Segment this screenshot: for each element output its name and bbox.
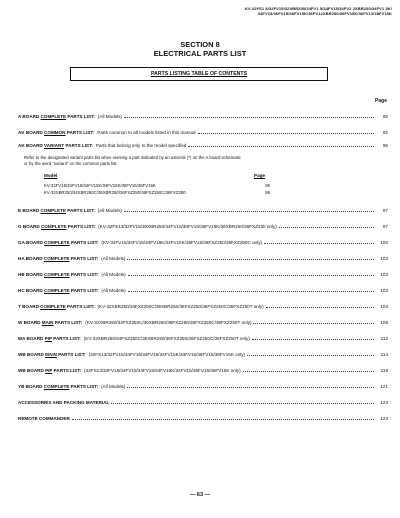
entry-page: 104 bbox=[380, 304, 388, 309]
entry-page: 103 bbox=[380, 256, 388, 261]
entry-description: (All Models) bbox=[97, 114, 123, 119]
section-title: ELECTRICAL PARTS LIST bbox=[153, 49, 247, 58]
entry-description: (KV-34FV15/34FV15/34FV15K/34FV15K/36FV15/36FXZ250/36FXZ250C only) bbox=[101, 240, 263, 245]
entry-page: 97 bbox=[382, 224, 388, 229]
dot-leader bbox=[111, 403, 374, 404]
dot-leader bbox=[253, 323, 374, 324]
entry-page: 114 bbox=[380, 352, 388, 357]
entry-label: HB BOARD COMPLETE PARTS LIST: bbox=[18, 272, 99, 277]
toc-entry[interactable] bbox=[18, 239, 388, 246]
model-row: KV-32XBR250/34XBR250C/36XBR250/36FXZ250/36FXZ250C/36FXZ250 96 bbox=[44, 190, 270, 195]
entry-description: (All Models) bbox=[101, 256, 126, 261]
entry-label: YB BOARD COMPLETE PARTS LIST: bbox=[18, 384, 99, 389]
entry-label: HA BOARD COMPLETE PARTS LIST: bbox=[18, 256, 99, 261]
toc-entry[interactable] bbox=[18, 335, 388, 342]
entry-label: WA BOARD PIP PARTS LIST: bbox=[18, 336, 81, 341]
entry-label: ACCESSORIES AND PACKING MATERIAL bbox=[18, 400, 110, 405]
page-column-label: Page bbox=[375, 98, 387, 104]
entry-page: 97 bbox=[382, 208, 388, 213]
dot-leader bbox=[247, 355, 374, 356]
dot-leader bbox=[128, 275, 374, 276]
model-header bbox=[142, 6, 392, 16]
dot-leader bbox=[124, 117, 374, 118]
entry-description: (All Models) bbox=[101, 288, 126, 293]
entry-description: (KV-32XBR250/34FXZ250C/36XBR250/36FXZ250/36FXZ250C/36FXZ250T only) bbox=[97, 304, 264, 309]
entry-description: Parts that belong only to the model specified bbox=[95, 143, 187, 148]
dot-leader bbox=[243, 371, 374, 372]
model-header-line: KV-32FS1 8/32FV15/32XBR250/34FV1 5/34FV15/34FV2 2XBR250/34FV1 5K/ bbox=[244, 6, 392, 11]
entry-description: Parts common to all models listed in this manual bbox=[97, 130, 196, 135]
entry-page: 123 bbox=[380, 400, 388, 405]
entry-description: (32FS13/32FV15/34FV15/34FV15/34FV15K/34FV15/36FV15/36FV15K only) bbox=[88, 352, 246, 357]
dot-leader bbox=[128, 291, 374, 292]
toc-entry[interactable] bbox=[18, 383, 388, 390]
page-number: — 63 — bbox=[189, 492, 211, 498]
dot-leader bbox=[279, 227, 374, 228]
model-page-column-header: Page bbox=[254, 173, 265, 178]
dot-leader bbox=[127, 387, 374, 388]
toc-entry[interactable] bbox=[18, 113, 388, 120]
entry-description: (All Models) bbox=[101, 384, 126, 389]
dot-leader bbox=[264, 243, 374, 244]
dot-leader bbox=[72, 419, 374, 420]
toc-title-box: PARTS LISTING TABLE OF CONTENTS bbox=[70, 67, 328, 81]
entry-page: 103 bbox=[380, 288, 388, 293]
model-column-header: Model bbox=[44, 173, 58, 178]
entry-description: (KV-32XBR250/34FXZ250C/36XBR250/36FXZ250/36FXZ250C/36FXZ250T only) bbox=[85, 320, 252, 325]
entry-page: 92 bbox=[382, 130, 388, 135]
section-number: SECTION 8 bbox=[180, 40, 220, 49]
entry-label: AK BOARD VARIANT PARTS LIST: bbox=[18, 143, 93, 148]
entry-label: REMOTE COMMANDER bbox=[18, 416, 70, 421]
toc-entry[interactable] bbox=[18, 367, 388, 374]
model-row: KV-32FV15/34FV15/34FV15K/34FV15K/36FV15/36FV15K 95 bbox=[44, 183, 270, 188]
dot-leader bbox=[252, 339, 374, 340]
toc-entry[interactable] bbox=[18, 271, 388, 278]
toc-entry[interactable] bbox=[18, 351, 388, 358]
dot-leader bbox=[188, 146, 374, 147]
toc-entry[interactable] bbox=[18, 255, 388, 262]
variant-note: Refer to the designated variant parts list when seeking a part indicated by an asterisk (*) on the A board schematic or by the word "variant" on the common parts list. bbox=[24, 155, 241, 166]
entry-page: 100 bbox=[380, 240, 388, 245]
entry-label: A BOARD COMPLETE PARTS LIST: bbox=[18, 114, 95, 119]
toc-entry[interactable] bbox=[18, 142, 388, 149]
entry-page: 65 bbox=[382, 114, 388, 119]
toc-entry[interactable] bbox=[18, 303, 388, 310]
entry-description: (All Models) bbox=[97, 208, 123, 213]
entry-page: 106 bbox=[380, 320, 388, 325]
entry-description: (KV-32XBR250/34FXZ250C/36XBR250/36FXZ250/36FXZ250C/36FXZ250T only) bbox=[83, 336, 250, 341]
dot-leader bbox=[124, 211, 374, 212]
toc-entry[interactable] bbox=[18, 129, 388, 136]
entry-page: 95 bbox=[382, 143, 388, 148]
entry-page: 123 bbox=[380, 416, 388, 421]
toc-entry[interactable] bbox=[18, 207, 388, 214]
entry-page: 121 bbox=[380, 384, 388, 389]
dot-leader bbox=[198, 133, 374, 134]
toc-entry[interactable] bbox=[18, 319, 388, 326]
toc-entry-accessories[interactable] bbox=[18, 399, 388, 406]
entry-description: (All Models) bbox=[101, 272, 126, 277]
entry-page: 112 bbox=[380, 336, 388, 341]
model-header-line: 34FV15/36FV15/36FV15K/36FV12XBR250/36FV15K/36FV12/38FV15K bbox=[257, 11, 392, 16]
entry-description: (KV-32FS13/32FV15/36XBR250/34FV15/36FV15/36FV15K/36XBR250/36FXZ250 only) bbox=[98, 224, 277, 229]
entry-label: GA BOARD COMPLETE PARTS LIST: bbox=[18, 240, 99, 245]
dot-leader bbox=[127, 259, 374, 260]
entry-label: W BOARD MAIN PARTS LIST: bbox=[18, 320, 83, 325]
toc-entry[interactable] bbox=[18, 223, 388, 230]
entry-page: 103 bbox=[380, 272, 388, 277]
entry-label: WB BOARD MAIN PARTS LIST: bbox=[18, 352, 86, 357]
entry-label: G BOARD COMPLETE PARTS LIST: bbox=[18, 224, 96, 229]
entry-label: WB BOARD PIP PARTS LIST: bbox=[18, 368, 82, 373]
entry-description: (32FS13/32FV15/34FV15/34FV15/34FV15K/34FV15/36FV15/36FV15K only) bbox=[84, 368, 241, 373]
entry-label: T BOARD COMPLETE PARTS LIST: bbox=[18, 304, 95, 309]
toc-entry[interactable] bbox=[18, 287, 388, 294]
entry-label: AK BOARD COMMON PARTS LIST: bbox=[18, 130, 95, 135]
entry-page: 119 bbox=[380, 368, 388, 373]
entry-label: HC BOARD COMPLETE PARTS LIST: bbox=[18, 288, 99, 293]
dot-leader bbox=[266, 307, 374, 308]
entry-label: E BOARD COMPLETE PARTS LIST: bbox=[18, 208, 95, 213]
toc-entry-remote[interactable] bbox=[18, 415, 388, 422]
